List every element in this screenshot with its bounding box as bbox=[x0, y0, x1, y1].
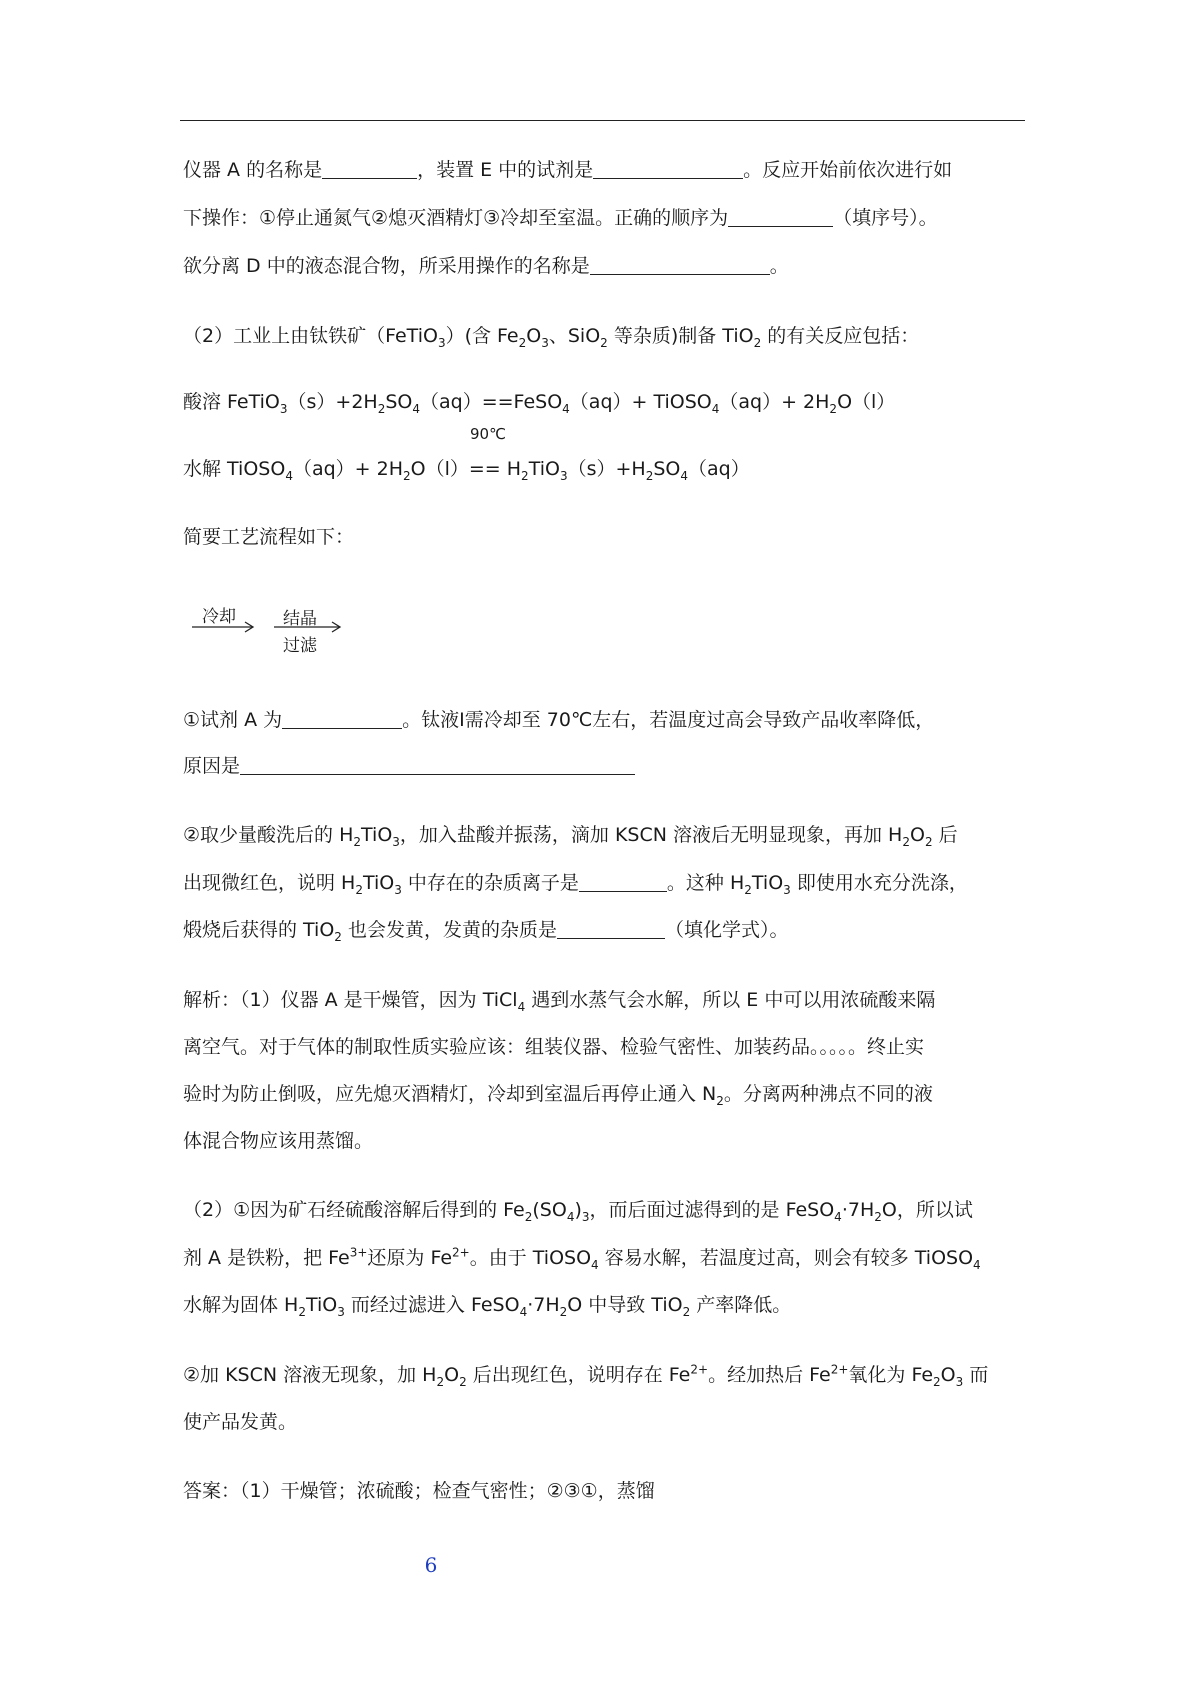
question-part-2-intro: （2）工业上由钛铁矿（FeTiO$_3$）(含 $Fe_2O_3$、SiO$_2$ 等杂质)制备 TiO$_2$ 的有关反应包括： bbox=[183, 325, 920, 350]
reaction-condition: 90℃ bbox=[470, 425, 506, 443]
page-number: 6 bbox=[424, 1553, 438, 1577]
answer-line: 答案：（1）干燥管；浓硫酸；检查气密性；②③①，蒸馏 bbox=[183, 1480, 655, 1502]
solution-line-4: 体混合物应该用蒸馏。 bbox=[183, 1130, 374, 1152]
flow-intro: 简要工艺流程如下： bbox=[183, 526, 355, 548]
answer-blank[interactable] bbox=[579, 873, 667, 892]
answer-blank[interactable] bbox=[240, 756, 635, 775]
question-2-line-3: 煅烧后获得的 TiO$_2$ 也会发黄，发黄的杂质是 （填化学式）。 bbox=[183, 919, 789, 944]
flow-label-filter: 过滤 bbox=[283, 636, 317, 656]
solution-line-2: 离空气。对于气体的制取性质实验应该：组装仪器、检验气密性、加装药品。。。。。终止实 bbox=[183, 1036, 925, 1058]
answer-blank[interactable] bbox=[590, 256, 770, 275]
solution-part-2-line-2: 剂 A 是铁粉，把 $Fe^{3+}$还原为 $Fe^{2+}$。由于 TiOSO$_4$ 容易水解，若温度过高，则会有较多 TiOSO$_4$ bbox=[183, 1245, 981, 1272]
solution-line-1: 解析：（1）仪器 A 是干燥管，因为 TiCl$_4$ 遇到水蒸气会水解，所以 E 中可以用浓硫酸来隔 bbox=[183, 989, 936, 1014]
flow-label-crystallize: 结晶 bbox=[283, 609, 317, 629]
answer-blank[interactable] bbox=[322, 160, 417, 179]
solution-part-2-line-5: 使产品发黄。 bbox=[183, 1411, 298, 1433]
header-rule bbox=[180, 120, 1025, 121]
solution-part-2-line-4: ②加 KSCN 溶液无现象，加 $H_2O_2$ 后出现红色，说明存在 $Fe^{2+}$。经加热后 $Fe^{2+}$氧化为 $Fe_2O_3$ 而 bbox=[183, 1362, 989, 1389]
answer-blank[interactable] bbox=[728, 208, 833, 227]
equation-hydrolysis: 水解 TiOSO$_4$（aq）+ $2H_2O(l)== H_2TiO_3(s)+H_2SO_4(aq)$ bbox=[183, 458, 750, 483]
question-line-2: 下操作：①停止通氮气②熄灭酒精灯③冷却至室温。正确的顺序为 （填序号）。 bbox=[183, 207, 938, 229]
solution-part-2-line-3: 水解为固体 $H_2TiO_3$ 而经过滤进入 $FeSO_4\cdot 7H_2O$ 中导致 TiO$_2$ 产率降低。 bbox=[183, 1294, 792, 1319]
question-2-line-2: 出现微红色，说明 $H_2TiO_3$ 中存在的杂质离子是 。这种 $H_2TiO_3$ 即使用水充分洗涤， bbox=[183, 872, 968, 897]
answer-blank[interactable] bbox=[282, 710, 402, 729]
flow-arrow-1 bbox=[190, 620, 260, 634]
flow-label-cooling: 冷却 bbox=[202, 607, 236, 627]
answer-blank[interactable] bbox=[557, 920, 665, 939]
question-line-3: 欲分离 D 中的液态混合物，所采用操作的名称是 。 bbox=[183, 255, 789, 277]
question-1-line-2: 原因是 bbox=[183, 756, 635, 776]
question-line-1: 仪器 A 的名称是 ，装置 E 中的试剂是 。反应开始前依次进行如 bbox=[183, 159, 953, 181]
question-2-line-1: ②取少量酸洗后的 $H_2TiO_3$，加入盐酸并振荡，滴加 KSCN 溶液后无明显现象，再加 $H_2O_2$ 后 bbox=[183, 824, 958, 849]
question-1-line-1: ①试剂 A 为 。钛液Ⅰ需冷却至 70℃左右，若温度过高会导致产品收率降低， bbox=[183, 709, 935, 731]
answer-blank[interactable] bbox=[593, 160, 743, 179]
equation-acid-dissolution: 酸溶 $FeTiO_3(s)+2H_2SO_4(aq)==FeSO_4(aq)+$ TiOSO$_4$（aq）+ $2H_2O(l)$ bbox=[183, 391, 896, 416]
solution-line-3: 验时为防止倒吸，应先熄灭酒精灯，冷却到室温后再停止通入 $N_2$。分离两种沸点不同的液 bbox=[183, 1083, 933, 1108]
solution-part-2-line-1: （2）①因为矿石经硫酸溶解后得到的 $Fe_2(SO_4)_3$，而后面过滤得到的是 $FeSO_4\cdot 7H_2O$，所以试 bbox=[183, 1199, 973, 1224]
